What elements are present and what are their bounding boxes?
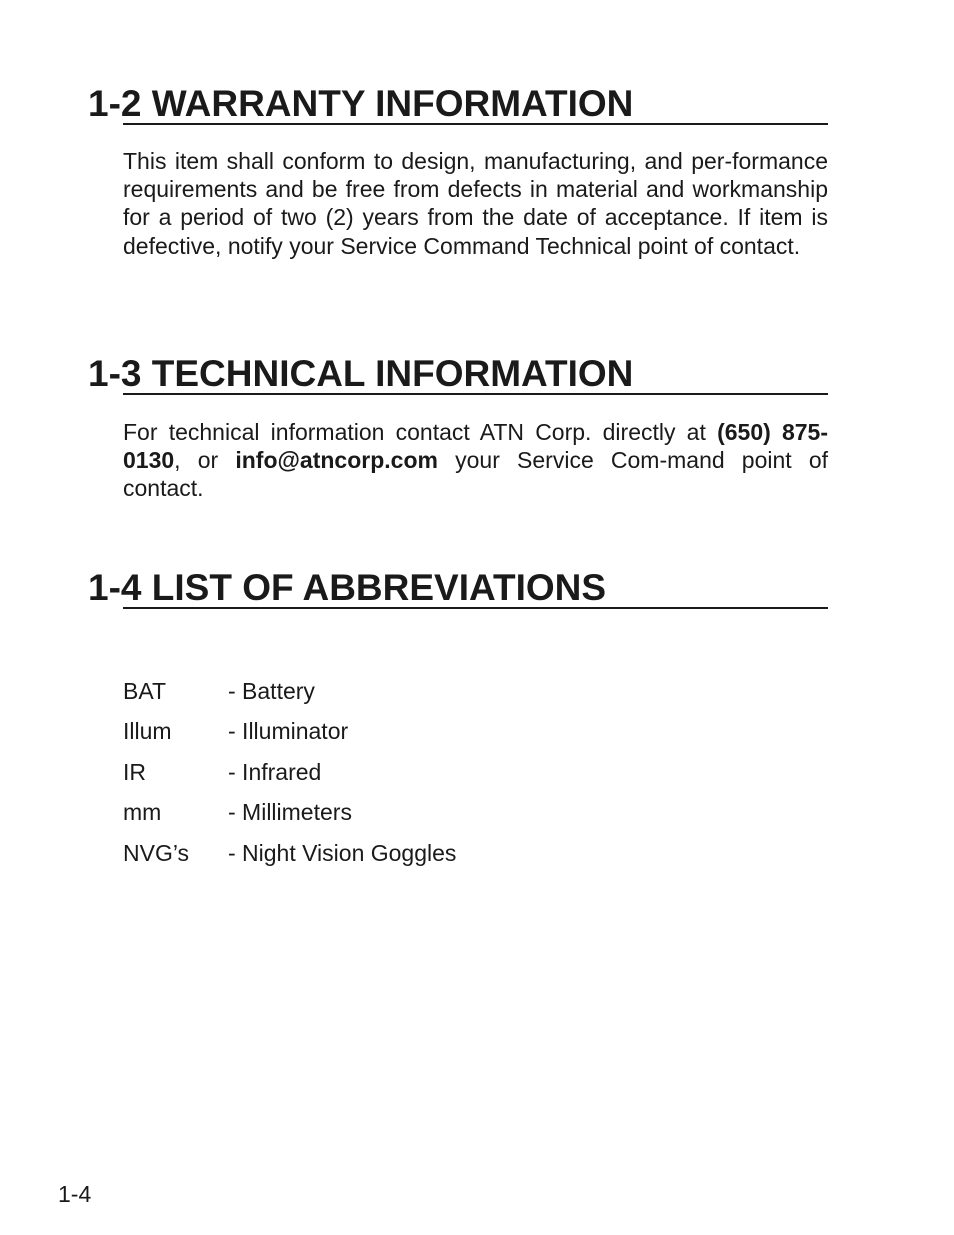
abbreviations-heading-rule	[123, 607, 828, 609]
abbreviation-row	[123, 793, 456, 834]
abbreviation-definition: - Night Vision Goggles	[228, 839, 457, 866]
abbreviations-list	[123, 671, 456, 874]
abbreviation-term: IR	[123, 758, 146, 785]
email-address: info@atncorp.com	[235, 447, 438, 474]
abbreviation-definition: - Millimeters	[228, 799, 352, 826]
warranty-paragraph: This item shall conform to design, manufacturing, and per-formance requirements and be free from defects in material and workmanship for a period of two (2) years from the date of acceptance. If item is defective, notify your Service Command Technical point of contact.	[123, 148, 828, 259]
warranty-heading: 1-2 WARRANTY INFORMATION	[88, 83, 634, 124]
abbreviation-definition: - Illuminator	[228, 718, 349, 745]
abbreviations-heading: 1-4 LIST OF ABBREVIATIONS	[88, 567, 607, 608]
technical-paragraph	[123, 418, 828, 503]
technical-intro-text: For technical information contact ATN Corp. directly at	[123, 419, 706, 445]
abbreviation-row	[123, 671, 456, 712]
technical-separator-text: , or	[174, 447, 219, 474]
technical-outro-text: your Service Com-mand point of contact.	[123, 447, 829, 502]
technical-heading-rule	[123, 393, 828, 395]
phone-number: (650) 875-0130	[123, 419, 828, 474]
abbreviation-row	[123, 712, 456, 753]
abbreviation-term: Illum	[123, 718, 172, 745]
warranty-heading-rule	[123, 123, 828, 125]
abbreviation-term: NVG’s	[123, 839, 190, 866]
abbreviation-definition: - Battery	[228, 677, 315, 704]
abbreviation-definition: - Infrared	[228, 758, 322, 785]
page-number: 1-4	[58, 1181, 92, 1207]
abbreviation-term: mm	[123, 799, 162, 826]
abbreviation-row	[123, 752, 456, 793]
abbreviation-term: BAT	[123, 677, 167, 704]
technical-heading: 1-3 TECHNICAL INFORMATION	[88, 353, 634, 394]
abbreviation-row	[123, 833, 456, 874]
